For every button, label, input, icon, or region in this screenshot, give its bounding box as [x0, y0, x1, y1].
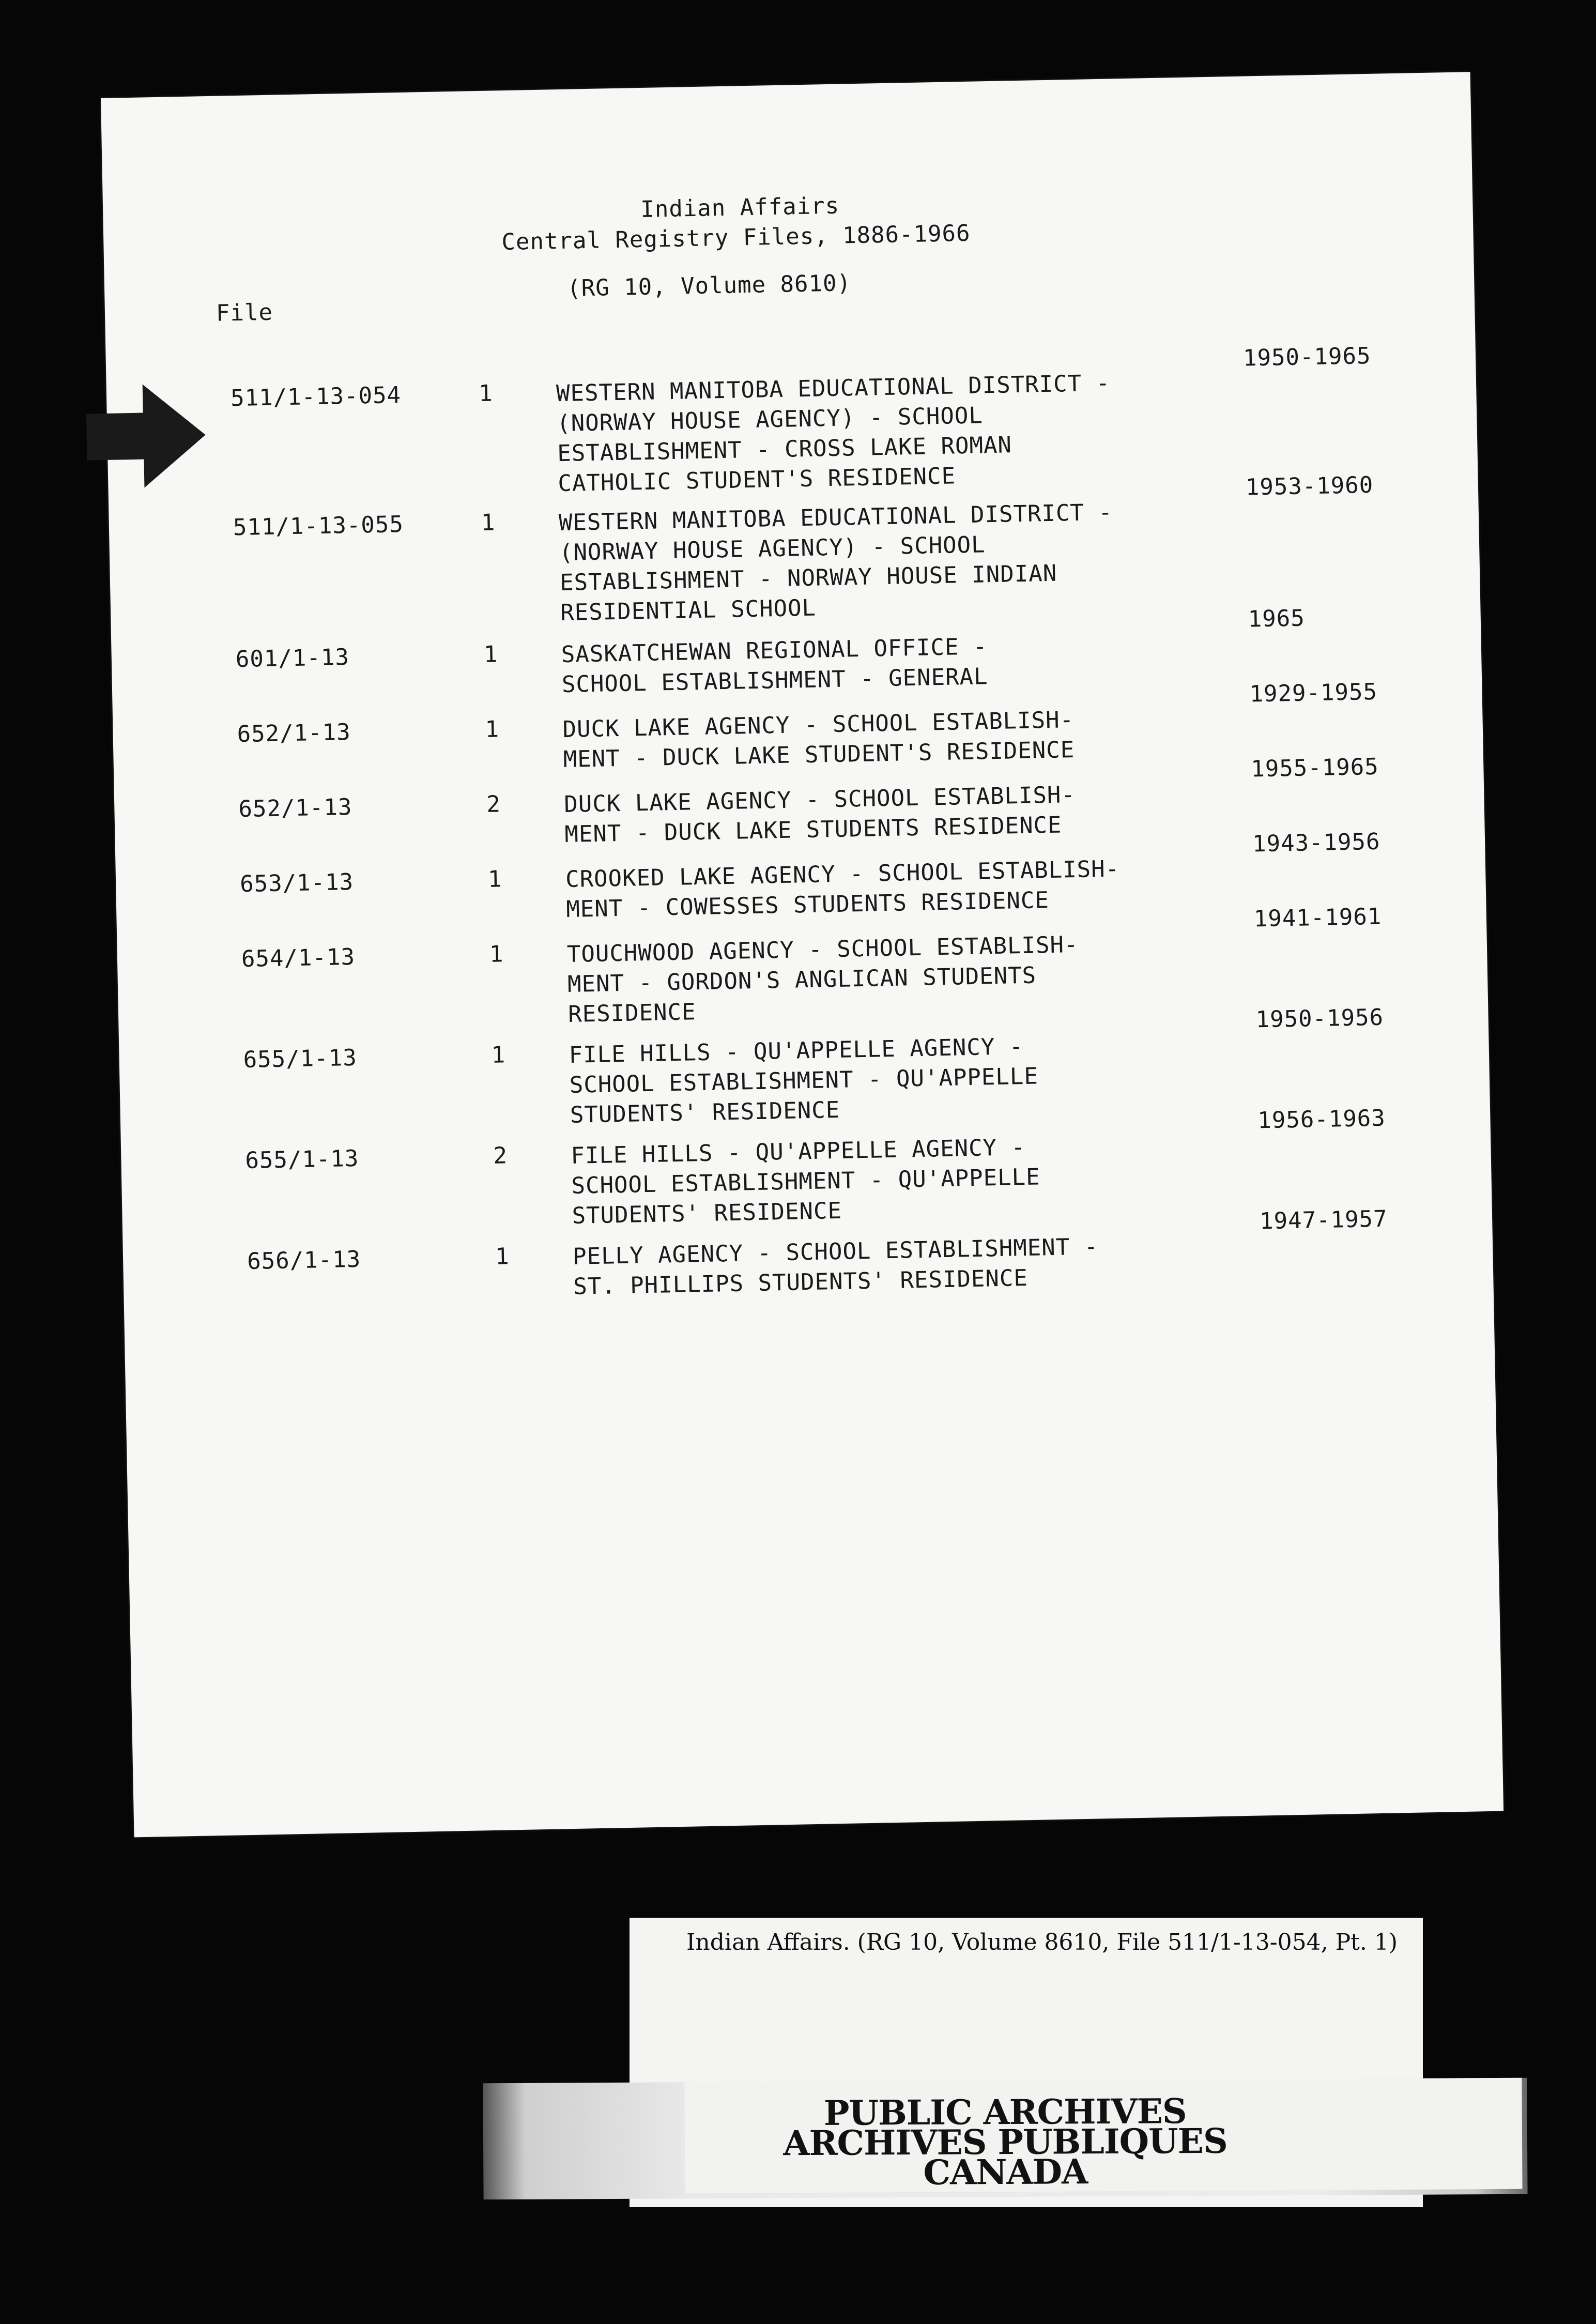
description-line: SCHOOL ESTABLISHMENT - GENERAL [561, 663, 989, 698]
description-line: ST. PHILLIPS STUDENTS' RESIDENCE [573, 1264, 1029, 1300]
description-line: DUCK LAKE AGENCY - SCHOOL ESTABLISH- [562, 707, 1075, 743]
file-number: 655/1-13 [243, 1044, 358, 1074]
description-line: (NORWAY HOUSE AGENCY) - SCHOOL [559, 531, 986, 567]
table-row [123, 1205, 1493, 1300]
volume-part: 1 [491, 1042, 506, 1068]
description-line: STUDENTS' RESIDENCE [570, 1096, 840, 1128]
description-line: TOUCHWOOD AGENCY - SCHOOL ESTABLISH- [566, 931, 1079, 968]
date-range: 1950-1965 [1242, 342, 1371, 372]
description-line: MENT - GORDON'S ANGLICAN STUDENTS [567, 962, 1037, 998]
file-description [562, 705, 1075, 775]
date-range: 1943-1956 [1252, 828, 1380, 858]
description-line: RESIDENTIAL SCHOOL [560, 594, 817, 626]
archives-stamp-band [483, 2078, 1527, 2200]
file-number: 655/1-13 [245, 1145, 359, 1174]
file-description [556, 369, 1112, 499]
description-line: FILE HILLS - QU'APPELLE AGENCY - [570, 1134, 1026, 1169]
description-line: CROOKED LAKE AGENCY - SCHOOL ESTABLISH- [565, 855, 1120, 893]
file-description [564, 780, 1077, 850]
file-number: 511/1-13-054 [230, 381, 402, 412]
file-description [571, 1133, 1041, 1231]
description-line: STUDENTS' RESIDENCE [572, 1197, 842, 1229]
volume-part: 1 [483, 641, 498, 668]
date-range: 1950-1956 [1255, 1004, 1384, 1033]
file-number: 652/1-13 [237, 718, 351, 748]
description-line: SASKATCHEWAN REGIONAL OFFICE - [561, 633, 988, 668]
description-line: SCHOOL ESTABLISHMENT - QU'APPELLE [569, 1063, 1039, 1098]
description-line: ESTABLISHMENT - CROSS LAKE ROMAN [557, 432, 1012, 467]
description-line: WESTERN MANITOBA EDUCATIONAL DISTRICT - [558, 499, 1113, 537]
description-line: (NORWAY HOUSE AGENCY) - SCHOOL [556, 402, 984, 437]
date-range: 1956-1963 [1257, 1105, 1386, 1134]
volume-part: 1 [489, 941, 504, 968]
arrow-pointer-icon [86, 383, 207, 488]
volume-part: 2 [486, 791, 501, 818]
archives-stamp [684, 2078, 1522, 2193]
file-description [573, 1232, 1099, 1302]
file-number: 654/1-13 [241, 943, 356, 973]
description-line: CATHOLIC STUDENT'S RESIDENCE [557, 463, 956, 497]
description-line: DUCK LAKE AGENCY - SCHOOL ESTABLISH- [563, 782, 1076, 818]
header-subtitle: Central Registry Files, 1886-1966 [501, 220, 971, 256]
description-line: FILE HILLS - QU'APPELLE AGENCY - [569, 1033, 1024, 1068]
file-number: 656/1-13 [247, 1246, 361, 1275]
stamp-line-1: PUBLIC ARCHIVES [823, 2091, 1187, 2133]
description-line: MENT - COWESSES STUDENTS RESIDENCE [565, 887, 1050, 923]
header-title: Indian Affairs [640, 192, 840, 223]
file-description [558, 498, 1114, 629]
description-line: SCHOOL ESTABLISHMENT - QU'APPELLE [571, 1164, 1041, 1199]
volume-part: 1 [495, 1243, 510, 1270]
stamp-line-3: CANADA [923, 2151, 1088, 2193]
description-line: MENT - DUCK LAKE STUDENTS RESIDENCE [564, 812, 1062, 848]
file-description [565, 854, 1121, 925]
date-range: 1953-1960 [1245, 471, 1374, 501]
citation-text: Indian Affairs. (RG 10, Volume 8610, File 511/1-13-054, Pt. 1) [686, 1929, 1398, 1955]
file-description [569, 1032, 1039, 1130]
file-number: 652/1-13 [238, 793, 352, 823]
date-range: 1965 [1248, 605, 1306, 633]
file-description [561, 632, 988, 700]
description-line: MENT - DUCK LAKE STUDENT'S RESIDENCE [563, 737, 1075, 773]
file-number: 511/1-13-055 [233, 511, 404, 541]
date-range: 1955-1965 [1250, 753, 1379, 783]
file-number: 601/1-13 [235, 644, 350, 673]
volume-part: 1 [478, 380, 494, 407]
volume-part: 2 [493, 1142, 508, 1169]
file-number: 653/1-13 [239, 868, 354, 898]
description-line: ESTABLISHMENT - NORWAY HOUSE INDIAN [559, 560, 1057, 597]
document-page [101, 72, 1503, 1837]
volume-part: 1 [485, 716, 500, 743]
date-range: 1941-1961 [1253, 903, 1382, 932]
description-line: PELLY AGENCY - SCHOOL ESTABLISHMENT - [572, 1233, 1099, 1270]
volume-part: 1 [481, 509, 496, 537]
header-volume: (RG 10, Volume 8610) [566, 270, 852, 302]
stamp-line-2: ARCHIVES PUBLIQUES [783, 2120, 1227, 2164]
description-line: RESIDENCE [567, 999, 697, 1028]
file-description [566, 930, 1080, 1030]
date-range: 1929-1955 [1249, 678, 1378, 708]
description-line: WESTERN MANITOBA EDUCATIONAL DISTRICT - [556, 370, 1111, 407]
date-range: 1947-1957 [1259, 1205, 1388, 1235]
file-column-header: File [216, 299, 273, 327]
volume-part: 1 [487, 866, 503, 893]
